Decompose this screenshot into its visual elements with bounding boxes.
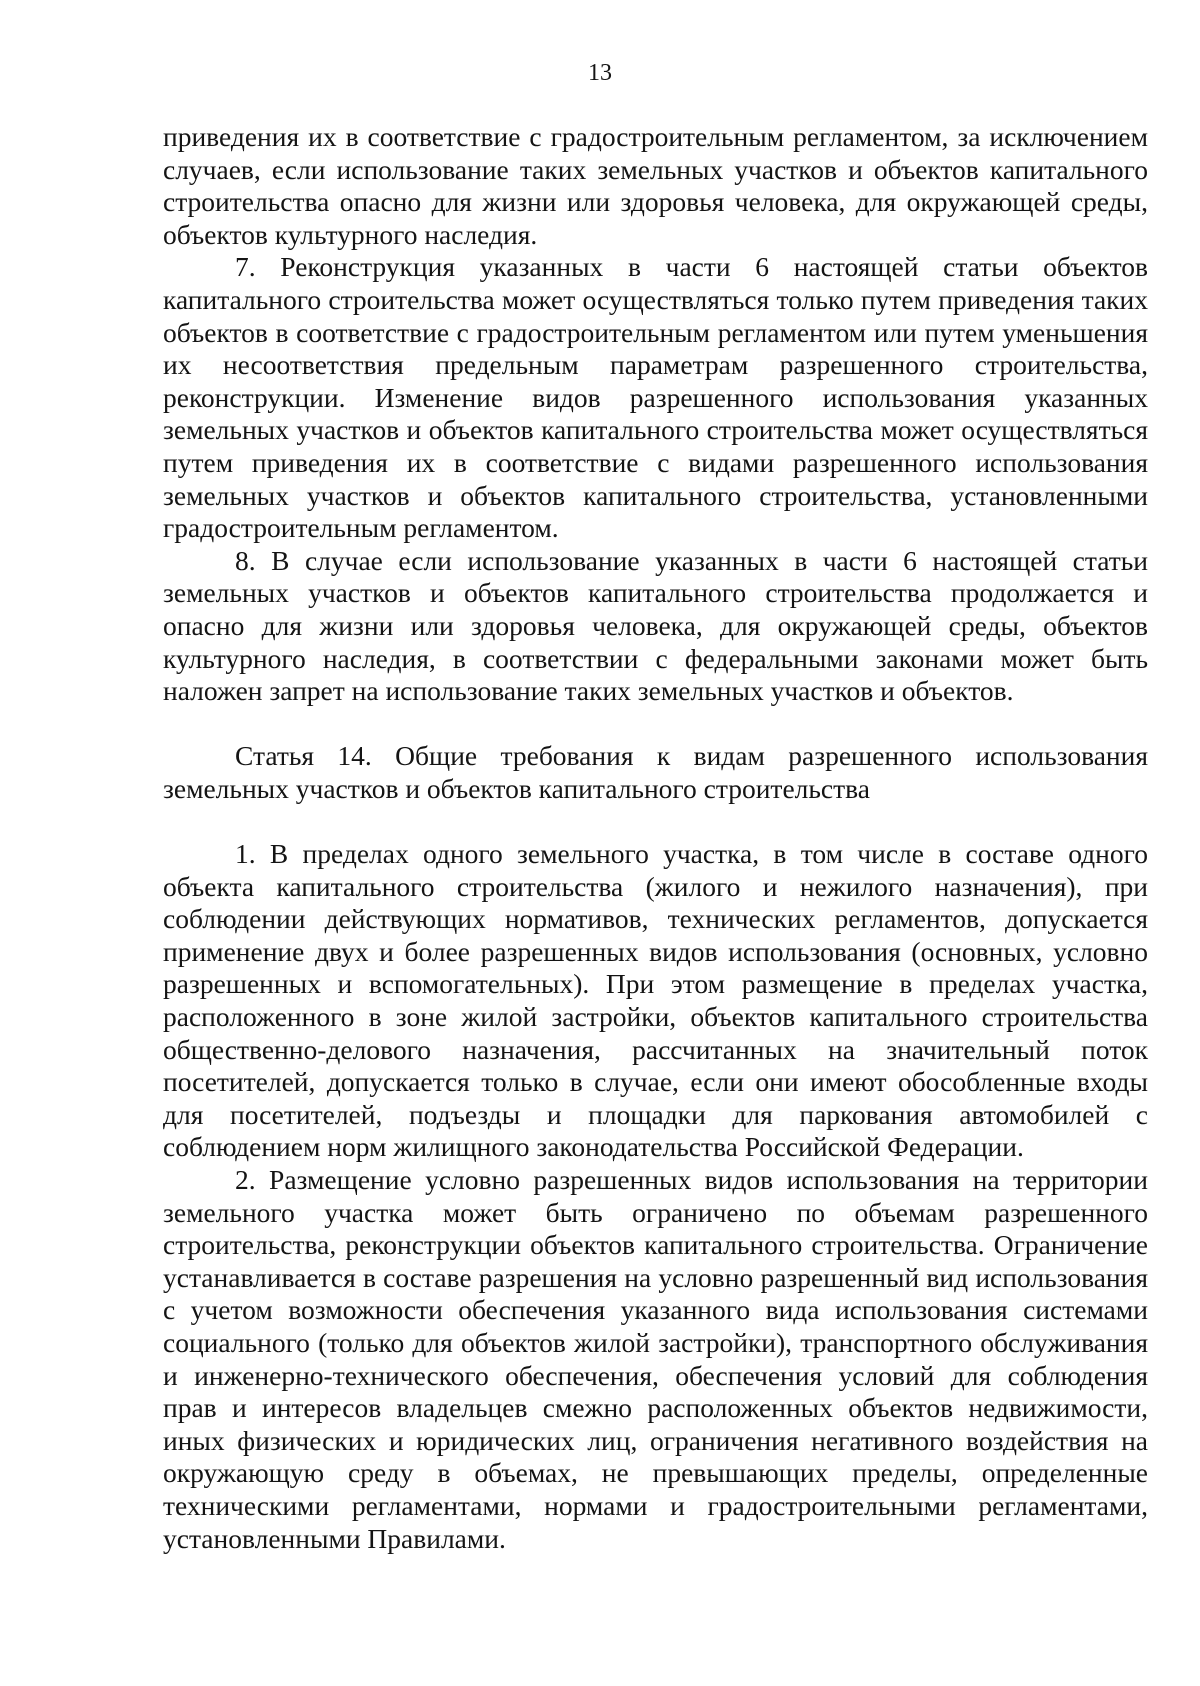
article-14-paragraph-1: 1. В пределах одного земельного участка, в том числе в составе одного объекта капитального строительства (жилого и нежилого назначения), при соблюдении действующих нормативов, технических регламентов, допускается применение двух и более разрешенных видов использования (основных, условно разрешенных и вспомогательных). При этом размещение в пределах участка, расположенного в зоне жилой застройки, объектов капитального строительства общественно-делового назначения, рассчитанных на значительный поток посетителей, допускается только в случае, если они имеют обособленные входы для посетителей, подъезды и площадки для паркования автомобилей с соблюдением норм жилищного законодательства Российской Федерации. [163, 838, 1148, 1163]
page-number: 13 [588, 60, 612, 86]
paragraph-8: 8. В случае если использование указанных в части 6 настоящей статьи земельных участков и объектов капитального строительства продолжается и опасно для жизни или здоровья человека, для окружающей среды, объектов культурного наследия, в соответствии с федеральными законами может быть наложен запрет на использование таких земельных участков и объектов. [163, 544, 1148, 707]
article-14-heading: Статья 14. Общие требования к видам разрешенного использования земельных участков и объектов капитального строительства [163, 740, 1148, 804]
paragraph-7: 7. Реконструкция указанных в части 6 настоящей статьи объектов капитального строительства может осуществляться только путем приведения таких объектов в соответствие с градостроительным регламентом или путем уменьшения их несоответствия предельным параметрам разрешенного строительства, реконструкции. Изменение видов разрешенного использования указанных земельных участков и объектов капитального строительства может осуществляться путем приведения их в соответствие с видами разрешенного использования земельных участков и объектов капитального строительства, установленными градостроительным регламентом. [163, 251, 1148, 544]
article-14-paragraph-2: 2. Размещение условно разрешенных видов использования на территории земельного участка может быть ограничено по объемам разрешенного строительства, реконструкции объектов капитального строительства. Ограничение устанавливается в составе разрешения на условно разрешенный вид использования с учетом возможности обеспечения указанного вида использования системами социального (только для объектов жилой застройки), транспортного обслуживания и инженерно-технического обеспечения, обеспечения условий для соблюдения прав и интересов владельцев смежно расположенных объектов недвижимости, иных физических и юридических лиц, ограничения негативного воздействия на окружающую среду в объемах, не превышающих пределы, определенные техническими регламентами, нормами и градостроительными регламентами, установленными Правилами. [163, 1164, 1148, 1554]
document-body [163, 121, 1148, 1555]
paragraph-continuation: приведения их в соответствие с градостроительным регламентом, за исключением случаев, если использование таких земельных участков и объектов капитального строительства опасно для жизни или здоровья человека, для окружающей среды, объектов культурного наследия. [163, 121, 1148, 250]
